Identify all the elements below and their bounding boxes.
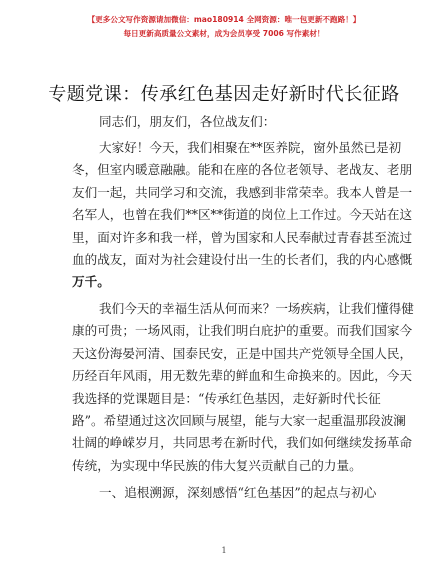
paragraph-line: 天这份海晏河清、国泰民安，正是中国共产党领导全国人民， xyxy=(72,345,413,361)
paragraph-line: 里，面对许多和我一样，曾为国家和人民奉献过青春甚至流过 xyxy=(72,229,413,245)
paragraph-line xyxy=(72,271,392,293)
promo-banner-line-2: 每日更新高质量公文素材，成为会员享受 7006 写作素材！ xyxy=(123,29,325,38)
paragraph-line: 我们今天的幸福生活从何而来？一场疾病，让我们懂得健 xyxy=(99,301,414,316)
paragraph-line: 路”。希望通过这次回顾与展望，能与大家一起重温那段波澜 xyxy=(72,413,406,429)
paragraph-line: 壮阔的峥嵘岁月，共同思考在新时代，我们如何继续发扬革命 xyxy=(72,435,413,451)
paragraph-line: 康的可贵；一场风雨，让我们明白庇护的重要。而我们国家今 xyxy=(72,323,413,339)
paragraph-line: 血的战友，面对为社会建设付出一生的长者们，我的内心感慨 xyxy=(72,252,413,268)
section-heading: 一、追根溯源，深刻感悟“红色基因”的起点与初心 xyxy=(99,485,377,500)
paragraph-line: 传统，为实现中华民族的伟大复兴贡献自己的力量。 xyxy=(72,457,362,473)
paragraph-line: 冬，但室内暖意融融。能和在座的各位老领导、老战友、老朋 xyxy=(72,162,413,178)
paragraph-line: 大家好！今天，我们相聚在**医养院，窗外虽然已是初 xyxy=(99,140,402,155)
greeting: 同志们，朋友们，各位战友们： xyxy=(99,114,276,129)
paragraph-line: 我选择的党课题目是：“传承红色基因，走好新时代长征 xyxy=(72,390,381,406)
paragraph-line: 名军人，也曾在我们**区**街道的岗位上工作过。今天站在这 xyxy=(72,207,413,223)
paragraph-line: 友们一起，共同学习和交流，我感到非常荣幸。我本人曾是一 xyxy=(72,184,413,200)
paragraph-line: 历经百年风雨，用无数先辈的鲜血和生命换来的。因此，今天 xyxy=(72,368,413,384)
document-title: 专题党课：传承红色基因走好新时代长征路 xyxy=(48,84,400,105)
paragraph-topic xyxy=(72,298,414,477)
paragraph-line-bold: 万千。 xyxy=(72,274,110,290)
paragraph-opening xyxy=(72,137,413,294)
page-number: 1 xyxy=(221,546,227,555)
promo-banner-line-1: 【更多公文写作资源请加微信：mao180914 全网资源：唯一包更新不跑路！】 xyxy=(87,15,361,24)
